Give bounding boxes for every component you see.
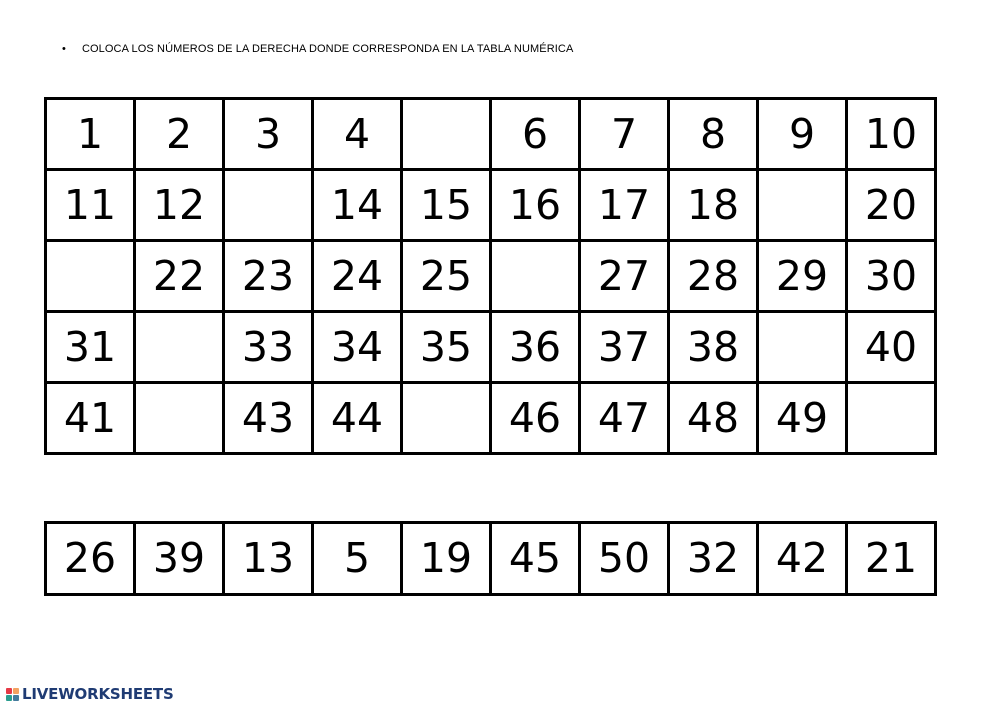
number-cell: 36 <box>491 312 580 383</box>
number-cell: 40 <box>847 312 936 383</box>
bullet: • <box>62 43 66 55</box>
answer-number-cell[interactable]: 45 <box>491 523 580 595</box>
number-table-row <box>46 241 936 312</box>
number-cell: 34 <box>313 312 402 383</box>
number-cell: 20 <box>847 170 936 241</box>
number-cell: 4 <box>313 99 402 170</box>
instruction-text: COLOCA LOS NÚMEROS DE LA DERECHA DONDE CORRESPONDA EN LA TABLA NUMÉRICA <box>81 43 574 55</box>
number-cell: 25 <box>402 241 491 312</box>
answer-table <box>44 521 937 596</box>
number-cell: 18 <box>669 170 758 241</box>
empty-cell[interactable] <box>402 383 491 454</box>
empty-cell[interactable] <box>402 99 491 170</box>
number-cell: 28 <box>669 241 758 312</box>
answer-number-cell[interactable]: 26 <box>46 523 135 595</box>
number-cell: 10 <box>847 99 936 170</box>
logo-mark-icon <box>6 688 19 701</box>
number-cell: 41 <box>46 383 135 454</box>
number-cell: 6 <box>491 99 580 170</box>
answer-number-cell[interactable]: 42 <box>758 523 847 595</box>
number-cell: 38 <box>669 312 758 383</box>
number-cell: 14 <box>313 170 402 241</box>
number-cell: 47 <box>580 383 669 454</box>
answer-number-cell[interactable]: 13 <box>224 523 313 595</box>
empty-cell[interactable] <box>758 170 847 241</box>
number-table-row <box>46 383 936 454</box>
number-cell: 23 <box>224 241 313 312</box>
number-cell: 16 <box>491 170 580 241</box>
number-cell: 33 <box>224 312 313 383</box>
logo-text: LIVEWORKSHEETS <box>22 685 174 703</box>
number-cell: 15 <box>402 170 491 241</box>
number-cell: 12 <box>135 170 224 241</box>
answer-number-cell[interactable]: 32 <box>669 523 758 595</box>
number-cell: 22 <box>135 241 224 312</box>
number-cell: 43 <box>224 383 313 454</box>
number-cell: 31 <box>46 312 135 383</box>
instruction <box>62 43 573 55</box>
number-cell: 48 <box>669 383 758 454</box>
number-table-row <box>46 99 936 170</box>
number-cell: 7 <box>580 99 669 170</box>
number-cell: 9 <box>758 99 847 170</box>
number-cell: 44 <box>313 383 402 454</box>
number-cell: 8 <box>669 99 758 170</box>
empty-cell[interactable] <box>46 241 135 312</box>
number-cell: 11 <box>46 170 135 241</box>
empty-cell[interactable] <box>135 312 224 383</box>
empty-cell[interactable] <box>135 383 224 454</box>
answer-number-cell[interactable]: 21 <box>847 523 936 595</box>
number-cell: 2 <box>135 99 224 170</box>
number-cell: 30 <box>847 241 936 312</box>
number-table-row <box>46 312 936 383</box>
liveworksheets-logo <box>6 685 174 703</box>
number-cell: 27 <box>580 241 669 312</box>
number-cell: 46 <box>491 383 580 454</box>
answer-number-cell[interactable]: 5 <box>313 523 402 595</box>
number-cell: 17 <box>580 170 669 241</box>
empty-cell[interactable] <box>758 312 847 383</box>
number-cell: 37 <box>580 312 669 383</box>
number-table <box>44 97 937 455</box>
answer-row <box>46 523 936 595</box>
answer-number-cell[interactable]: 50 <box>580 523 669 595</box>
empty-cell[interactable] <box>491 241 580 312</box>
number-cell: 35 <box>402 312 491 383</box>
number-cell: 49 <box>758 383 847 454</box>
number-cell: 1 <box>46 99 135 170</box>
number-cell: 3 <box>224 99 313 170</box>
empty-cell[interactable] <box>224 170 313 241</box>
empty-cell[interactable] <box>847 383 936 454</box>
number-cell: 24 <box>313 241 402 312</box>
answer-number-cell[interactable]: 19 <box>402 523 491 595</box>
number-table-row <box>46 170 936 241</box>
answer-number-cell[interactable]: 39 <box>135 523 224 595</box>
number-cell: 29 <box>758 241 847 312</box>
